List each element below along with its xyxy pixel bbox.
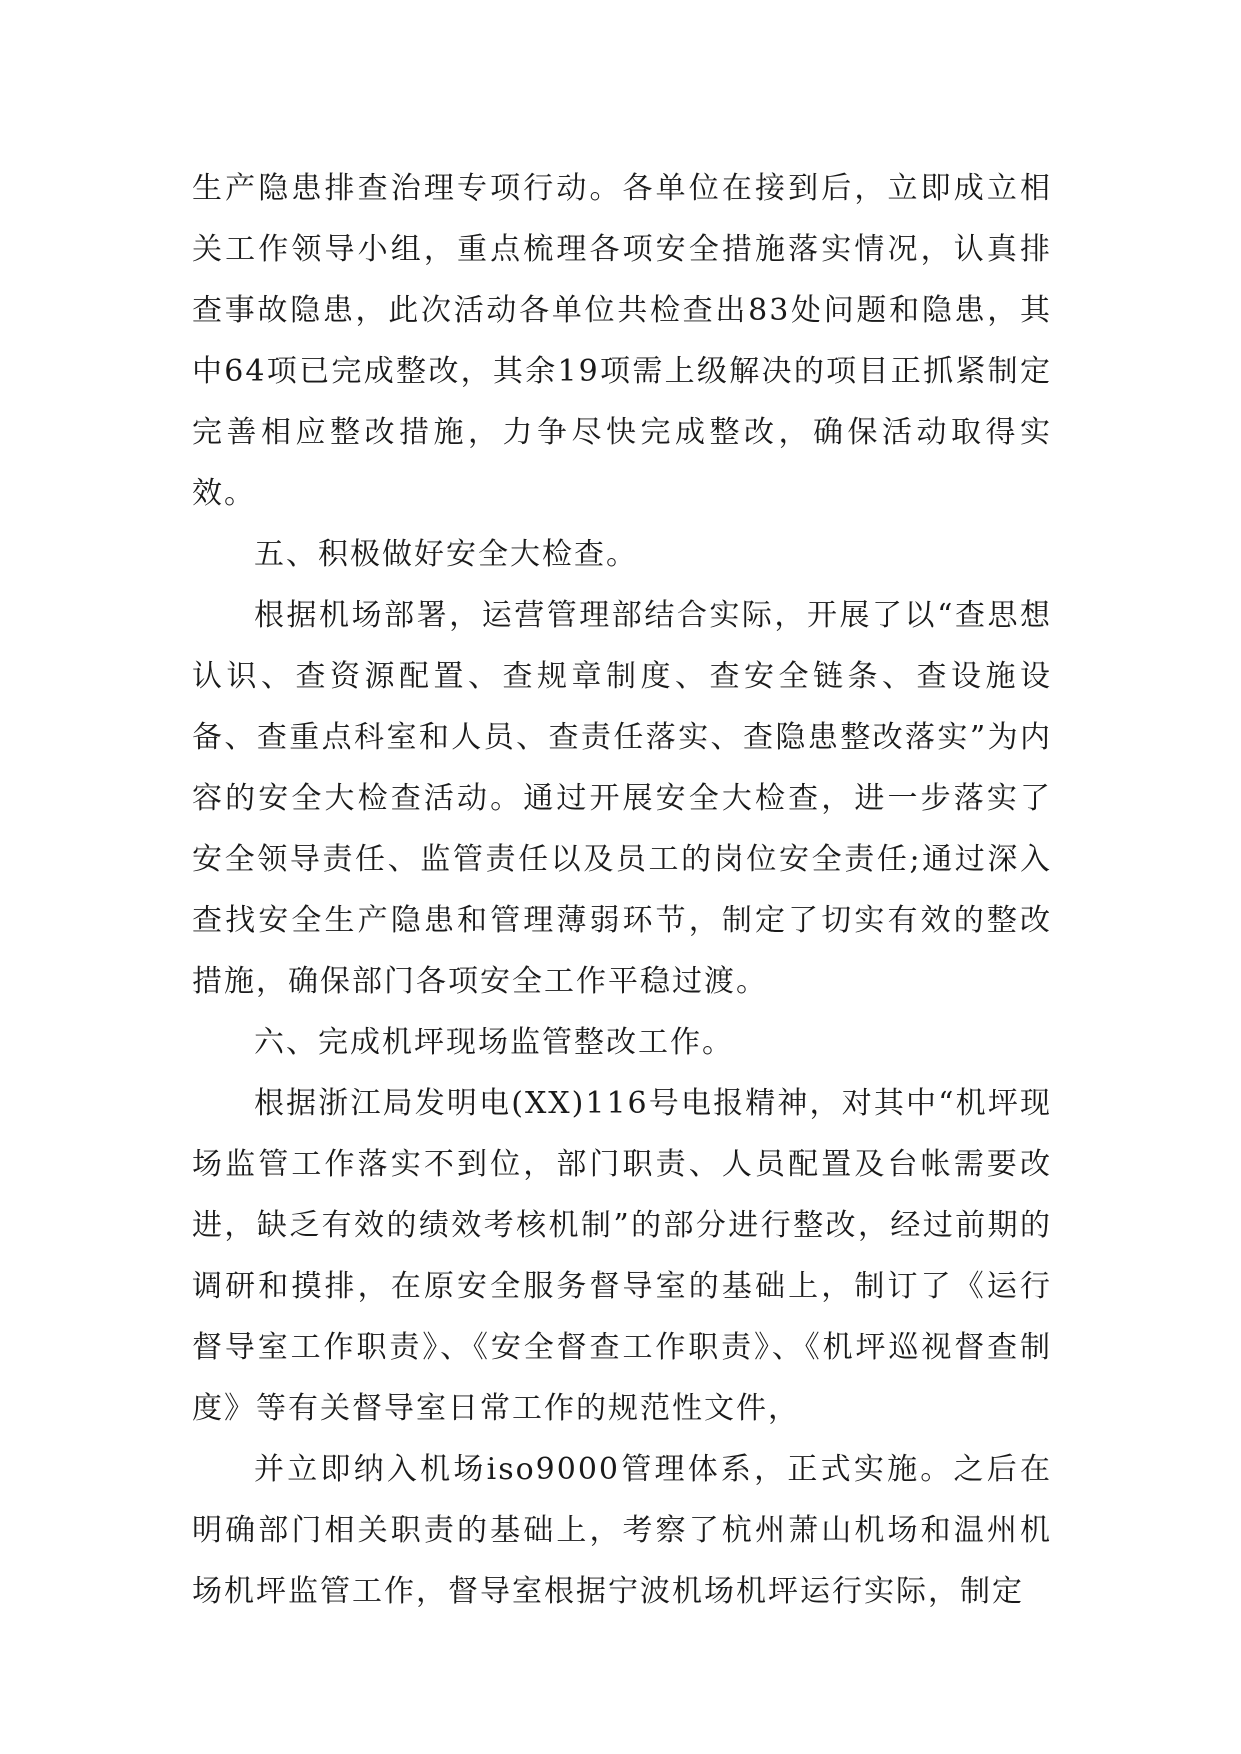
- paragraph-iso9000: 并立即纳入机场iso9000管理体系，正式实施。之后在明确部门相关职责的基础上，考察了杭州萧山机场和温州机场机坪监管工作，督导室根据宁波机场机坪运行实际，制定: [192, 1452, 1052, 1609]
- paragraph-safety-inspection: 根据机场部署，运营管理部结合实际，开展了以“查思想认识、查资源配置、查规章制度、查安全链条、查设施设备、查重点科室和人员、查责任落实、查隐患整改落实”为内容的安全大检查活动。通过开展安全大检查，进一步落实了安全领导责任、监管责任以及员工的岗位安全责任;通过深入查找安全生产隐患和管理薄弱环节，制定了切实有效的整改措施，确保部门各项安全工作平稳过渡。: [192, 598, 1052, 999]
- section-heading-six: 六、完成机坪现场监管整改工作。: [254, 1025, 734, 1060]
- section-heading-five: 五、积极做好安全大检查。: [254, 537, 638, 572]
- paragraph-continuation: 生产隐患排查治理专项行动。各单位在接到后，立即成立相关工作领导小组，重点梳理各项安全措施落实情况，认真排查事故隐患，此次活动各单位共检查出83处问题和隐患，其中64项已完成整改，其余19项需上级解决的项目正抓紧制定完善相应整改措施，力争尽快完成整改，确保活动取得实效。: [192, 171, 1052, 511]
- document-body: [192, 158, 1052, 1622]
- paragraph-apron-rectification: 根据浙江局发明电(XX)116号电报精神，对其中“机坪现场监管工作落实不到位，部门职责、人员配置及台帐需要改进，缺乏有效的绩效考核机制”的部分进行整改，经过前期的调研和摸排，在原安全服务督导室的基础上，制订了《运行督导室工作职责》、《安全督查工作职责》、《机坪巡视督查制度》等有关督导室日常工作的规范性文件，: [192, 1086, 1052, 1426]
